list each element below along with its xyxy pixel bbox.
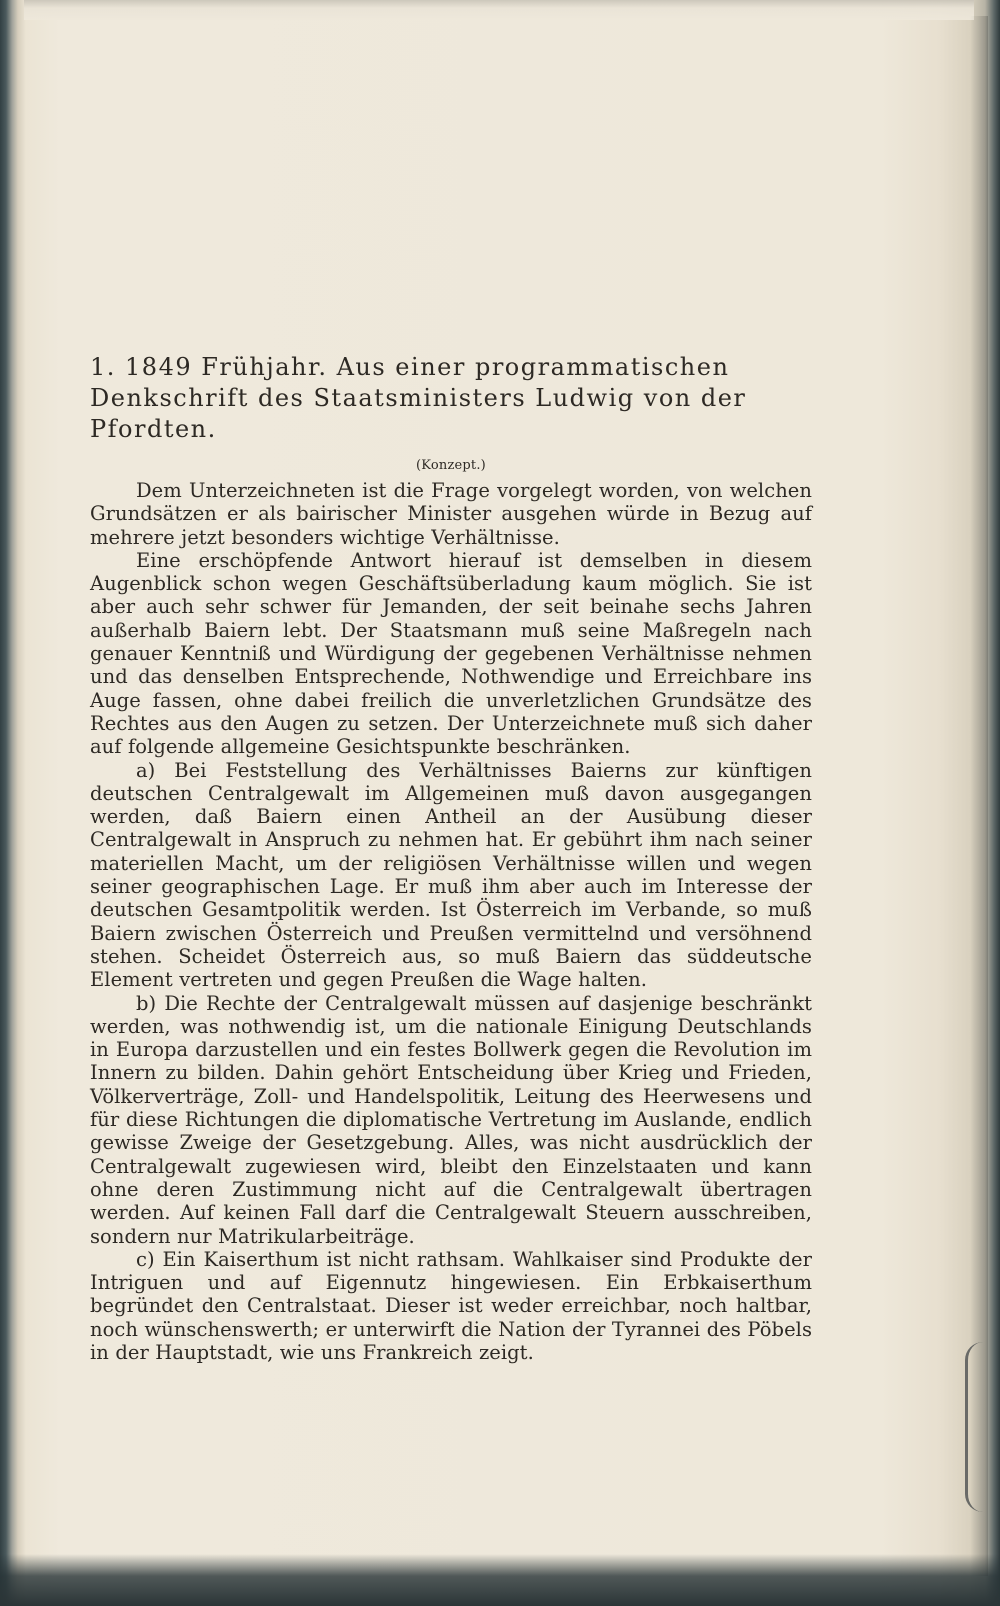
top-page-edge [24, 0, 974, 20]
binding-clip-icon [965, 1342, 998, 1512]
document-subheading: (Konzept.) [416, 458, 486, 473]
paragraph-1: Dem Unterzeichneten ist die Frage vorgelegt worden, von welchen Grundsätzen er als bairischer Minister ausgehen würde in Bezug auf mehrere jetzt besonders wichtige Verhältnisse. [90, 479, 812, 549]
paragraph-c: c) Ein Kaiserthum ist nicht rathsam. Wahlkaiser sind Produkte der Intriguen und auf Eigennutz hingewiesen. Ein Erbkaiserthum begründet den Centralstaat. Dieser ist weder erreichbar, noch haltbar, noch wünschenswerth; er unterwirft die Nation der Tyrannei des Pöbels in der Hauptstadt, wie uns Frankreich zeigt. [90, 1247, 812, 1364]
paragraph-a: a) Bei Feststellung des Verhältnisses Baierns zur künftigen deutschen Centralgewalt im Allgemeinen muß davon ausgegangen werden, daß Baiern einen Antheil an der Ausübung dieser Centralgewalt in Anspruch zu nehmen hat. Er gebührt ihm nach seiner materiellen Macht, um der religiösen Verhältnisse willen und wegen seiner geographischen Lage. Er muß ihm aber auch im Interesse der deutschen Gesamtpolitik werden. Ist Österreich im Verbande, so muß Baiern zwischen Österreich und Preußen vermittelnd und versöhnend stehen. Scheidet Österreich aus, so muß Baiern das süddeutsche Element vertreten und gegen Preußen die Wage halten. [90, 758, 812, 992]
bottom-binding-shadow [0, 1554, 1000, 1606]
paragraph-b: b) Die Rechte der Centralgewalt müssen auf dasjenige beschränkt werden, was nothwendig ist, um die nationale Einigung Deutschlands in Europa darzustellen und ein festes Bollwerk gegen die Revolution im Innern zu bilden. Dahin gehört Entscheidung über Krieg und Frieden, Völkerverträge, Zoll- und Handelspolitik, Leitung des Heerwesens und für diese Richtungen die diplomatische Vertretung im Auslande, endlich gewisse Zweige der Gesetzgebung. Alles, was nicht ausdrücklich der Centralgewalt zugewiesen wird, bleibt den Einzelstaaten und kann ohne deren Zustimmung nicht auf die Centralgewalt übertragen werden. Auf keinen Fall darf die Centralgewalt Steuern ausschreiben, sondern nur Matrikularbeiträge. [90, 991, 812, 1248]
document-text-block [90, 352, 812, 1364]
document-heading: 1. 1849 Frühjahr. Aus einer programmatischen Denkschrift des Staatsministers Ludwig von der Pfordten. [90, 353, 747, 443]
paragraph-2: Eine erschöpfende Antwort hierauf ist demselben in diesem Augenblick schon wegen Geschäftsüberladung kaum möglich. Sie ist aber auch sehr schwer für Jemanden, der seit beinahe sechs Jahren außerhalb Baiern lebt. Der Staatsmann muß seine Maßregeln nach genauer Kenntniß und Würdigung der gegebenen Verhältnisse nehmen und das denselben Entsprechende, Nothwendige und Erreichbare ins Auge fassen, ohne dabei freilich die unverletzlichen Grundsätze des Rechtes aus den Augen zu setzen. Der Unterzeichnete muß sich daher auf folgende allgemeine Gesichtspunkte beschränken. [90, 548, 812, 759]
